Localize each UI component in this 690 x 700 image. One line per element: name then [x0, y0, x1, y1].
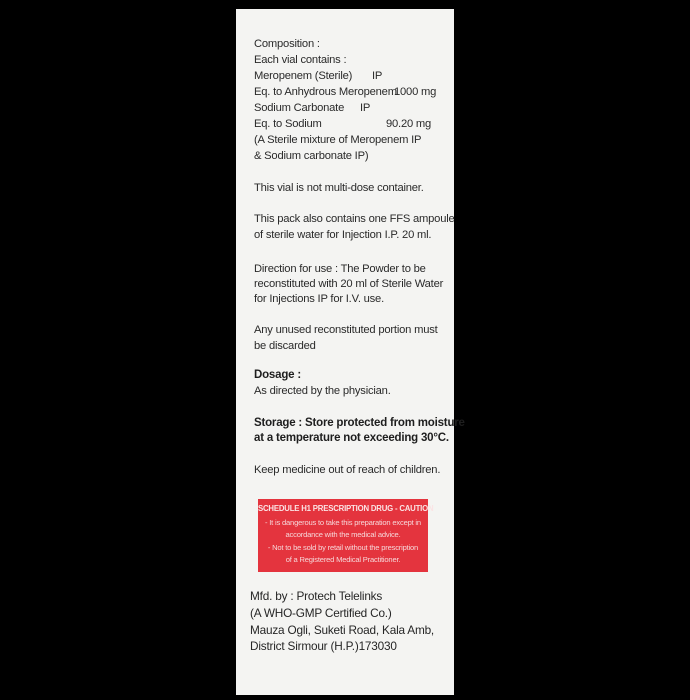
composition-value: 1000 mg [394, 86, 437, 98]
composition-line: Sodium Carbonate [254, 102, 345, 114]
composition-value: IP [360, 102, 371, 114]
composition-line: & Sodium carbonate IP) [254, 150, 369, 162]
warning-line: of a Registered Medical Practitioner. [285, 555, 401, 564]
dosage-heading: Dosage : [254, 369, 301, 381]
warning-line: accordance with the medical advice. [285, 530, 401, 539]
pack-note-line: of sterile water for Injection I.P. 20 ml. [254, 229, 432, 241]
composition-line: (A Sterile mixture of Meropenem IP [254, 134, 422, 146]
direction-line: for Injections IP for I.V. use. [254, 293, 384, 305]
storage-line: at a temperature not exceeding 30°C. [254, 432, 449, 444]
direction-line: reconstituted with 20 ml of Sterile Water [254, 278, 444, 290]
composition-line: Eq. to Anhydrous Meropenem [254, 86, 397, 98]
warning-title: SCHEDULE H1 PRESCRIPTION DRUG - CAUTION [258, 504, 434, 513]
manufacturer-line: (A WHO-GMP Certified Co.) [250, 606, 392, 620]
composition-line: Meropenem (Sterile) [254, 70, 353, 82]
manufacturer-line: Mauza Ogli, Suketi Road, Kala Amb, [250, 623, 435, 637]
composition-value: IP [372, 70, 383, 82]
warning-line: - Not to be sold by retail without the prescription [267, 543, 419, 552]
warning-line: - It is dangerous to take this preparation except in [265, 518, 421, 527]
dosage-text: As directed by the physician. [254, 385, 391, 397]
pack-note-line: This pack also contains one FFS ampoule [254, 213, 455, 225]
unused-note-line: be discarded [254, 340, 316, 352]
direction-line: Direction for use : The Powder to be [254, 263, 426, 275]
manufacturer-line: District Sirmour (H.P.)173030 [250, 639, 397, 653]
storage-line: Storage : Store protected from moisture [254, 417, 465, 429]
composition-heading: Composition : [254, 38, 320, 50]
composition-line: Eq. to Sodium [254, 118, 322, 130]
unused-note-line: Any unused reconstituted portion must [254, 324, 438, 336]
composition-line: Each vial contains : [254, 54, 347, 66]
vial-note: This vial is not multi-dose container. [254, 182, 424, 194]
children-note: Keep medicine out of reach of children. [254, 464, 441, 476]
composition-value: 90.20 mg [386, 118, 432, 130]
manufacturer-line: Mfd. by : Protech Telelinks [250, 589, 383, 603]
